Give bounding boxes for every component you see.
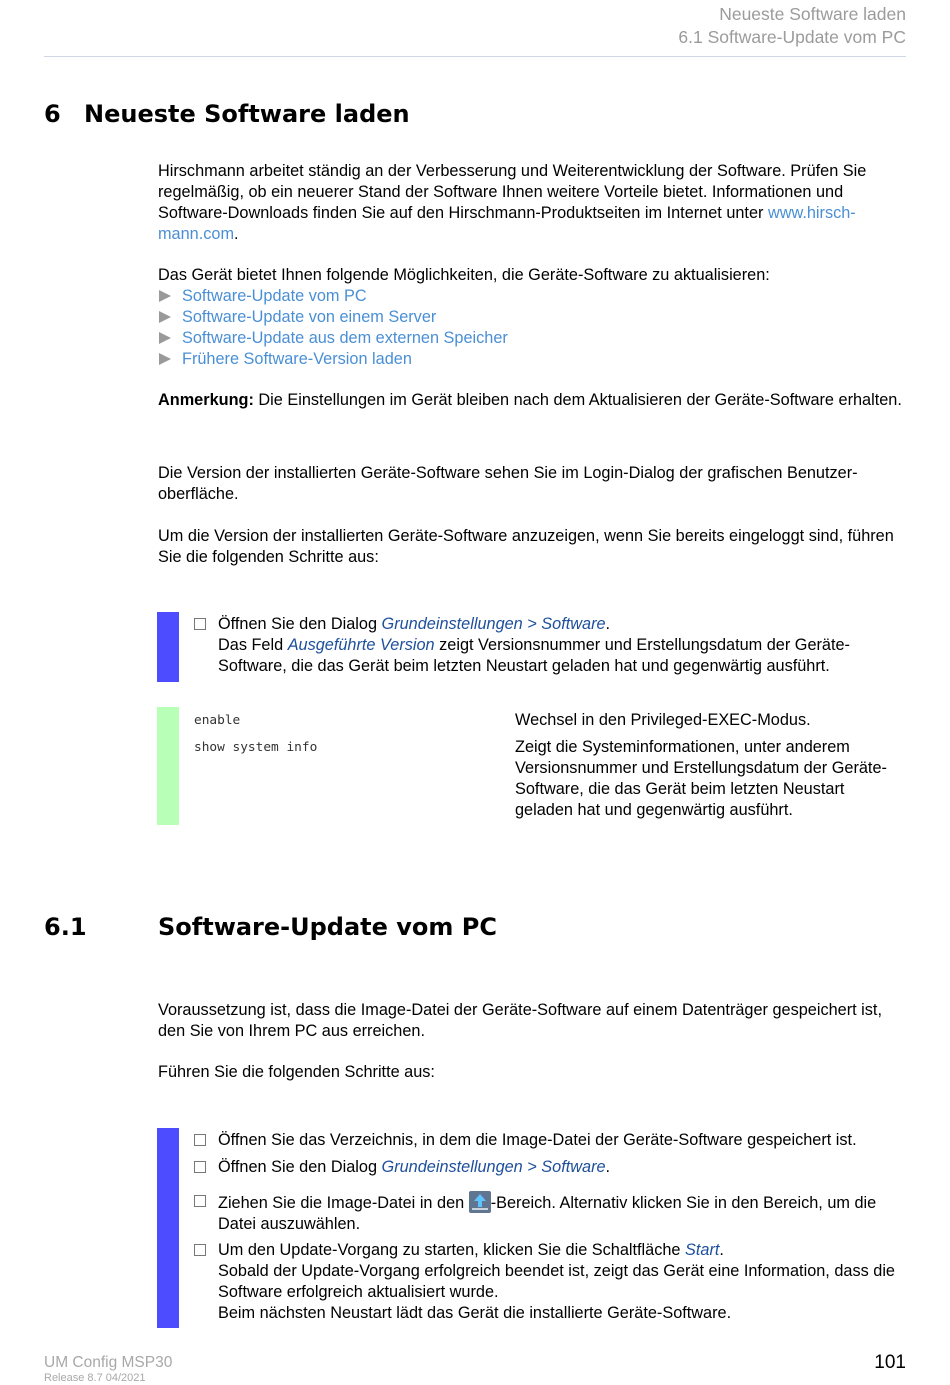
option-item xyxy=(158,286,908,307)
update-step-3-text: Ziehen Sie die Image-Datei in den xyxy=(218,1194,469,1212)
intro-paragraph xyxy=(158,161,908,245)
footer-release: Release 8.7 04/2021 xyxy=(44,1372,146,1384)
triangle-right-icon xyxy=(159,311,171,323)
start-button-ref: Start xyxy=(685,1241,720,1259)
option-link-previous-version[interactable]: Frühere Software-Version laden xyxy=(182,350,412,368)
checkbox-icon xyxy=(194,1161,206,1173)
update-step-2-text: Öffnen Sie den Dialog xyxy=(218,1158,382,1176)
version-paragraph: Die Version der installierten Geräte-Software sehen Sie im Login-Dialog der grafischen Benutzer-oberfläche. xyxy=(158,464,858,503)
footer-document-title: UM Config MSP30 xyxy=(44,1354,173,1371)
section-title: Software-Update vom PC xyxy=(158,913,497,941)
update-step-2 xyxy=(194,1157,914,1178)
option-link-pc[interactable]: Software-Update vom PC xyxy=(182,287,367,305)
update-step-4 xyxy=(194,1240,914,1324)
steps-lead-paragraph: Um die Version der installierten Geräte-Software anzuzeigen, wenn Sie bereits eingeloggt sind, führen Sie die folgenden Schritte aus: xyxy=(158,527,894,566)
option-item xyxy=(158,307,908,328)
option-item xyxy=(158,349,908,370)
options-list xyxy=(158,286,908,370)
upload-icon xyxy=(469,1191,491,1213)
gui-step xyxy=(194,614,914,677)
option-link-server[interactable]: Software-Update von einem Server xyxy=(182,308,437,326)
intro-text: Hirschmann arbeitet ständig an der Verbesserung und Weiterentwicklung der Software. Prüfen Sie regelmäßig, ob ein neuerer Stand der Software Ihnen weitere Vorteile bietet. Informationen und Software-Downloads finden Sie auf den Hirschmann-Produktseiten im Internet unter xyxy=(158,162,867,222)
update-step-4-punct: . xyxy=(719,1241,724,1259)
cli-description: Zeigt die Systeminformationen, unter anderem Versionsnummer und Erstellungsdatum der Geräte-Software, die das Gerät beim letzten Neustart geladen hat und gegenwärtig ausführt. xyxy=(515,738,887,819)
options-lead: Das Gerät bietet Ihnen folgende Möglichkeiten, die Geräte-Software zu aktualisieren: xyxy=(158,266,770,284)
do-steps-paragraph: Führen Sie die folgenden Schritte aus: xyxy=(158,1063,435,1081)
update-step-4-result: Sobald der Update-Vorgang erfolgreich beendet ist, zeigt das Gerät eine Information, dass die Software erfolgreich aktualisiert wurde. xyxy=(218,1262,895,1301)
header-divider xyxy=(44,56,906,57)
update-step-1-text: Öffnen Sie das Verzeichnis, in dem die Image-Datei der Geräte-Software gespeichert ist. xyxy=(218,1131,857,1149)
chapter-number: 6 xyxy=(44,100,61,128)
dialog-path: Grundeinstellungen > Software xyxy=(381,615,606,633)
cli-command: enable xyxy=(194,713,241,728)
note-text: Die Einstellungen im Gerät bleiben nach dem Aktualisieren der Geräte-Software erhalten. xyxy=(253,391,902,409)
cli-description: Wechsel in den Privileged-EXEC-Modus. xyxy=(515,711,811,729)
dialog-path: Grundeinstellungen > Software xyxy=(381,1158,606,1176)
update-step-4-text: Um den Update-Vorgang zu starten, klicken Sie die Schaltfläche xyxy=(218,1241,685,1259)
checkbox-icon xyxy=(194,1195,206,1207)
chapter-title: Neueste Software laden xyxy=(84,100,410,128)
field-name: Ausgeführte Version xyxy=(287,636,435,654)
triangle-right-icon xyxy=(159,353,171,365)
section-number: 6.1 xyxy=(44,913,87,941)
gui-step-field-desc: zeigt Versionsnummer und Erstellungsdatum der Geräte-Software, die das Gerät beim letzten Neustart geladen hat und gegenwärtig ausführt. xyxy=(218,636,850,675)
update-options xyxy=(158,265,908,370)
update-step-2-punct: . xyxy=(605,1158,611,1176)
cli-instruction-bar xyxy=(157,707,179,825)
triangle-right-icon xyxy=(159,290,171,302)
triangle-right-icon xyxy=(159,332,171,344)
checkbox-icon xyxy=(194,618,206,630)
gui-step-field-lead: Das Feld xyxy=(218,636,288,654)
option-item xyxy=(158,328,908,349)
running-header-section: 6.1 Software-Update vom PC xyxy=(678,27,906,47)
option-link-external-memory[interactable]: Software-Update aus dem externen Speicher xyxy=(182,329,508,347)
intro-end: . xyxy=(234,225,239,243)
gui-step-text: Öffnen Sie den Dialog xyxy=(218,615,382,633)
page-number: 101 xyxy=(874,1352,906,1373)
update-step-4-restart: Beim nächsten Neustart lädt das Gerät die installierte Geräte-Software. xyxy=(218,1304,732,1322)
note-paragraph xyxy=(158,390,908,411)
gui-step-punct: . xyxy=(605,615,611,633)
cli-command: show system info xyxy=(194,740,318,755)
checkbox-icon xyxy=(194,1134,206,1146)
hirschmann-link[interactable]: www.hirsch-mann.com xyxy=(158,204,856,243)
update-step-3-text-end: -Bereich. Alternativ klicken Sie in den Bereich, um die Datei auszuwählen. xyxy=(218,1194,877,1233)
prerequisite-paragraph: Voraussetzung ist, dass die Image-Datei der Geräte-Software auf einem Datenträger gespeichert ist, den Sie von Ihrem PC aus erreichen. xyxy=(158,1001,882,1040)
running-header-chapter: Neueste Software laden xyxy=(719,4,906,24)
note-label: Anmerkung: xyxy=(158,391,254,409)
update-step-3 xyxy=(194,1191,914,1235)
checkbox-icon xyxy=(194,1244,206,1256)
gui-instruction-bar xyxy=(157,612,179,682)
update-instruction-bar xyxy=(157,1128,179,1328)
update-step-1 xyxy=(194,1130,914,1151)
